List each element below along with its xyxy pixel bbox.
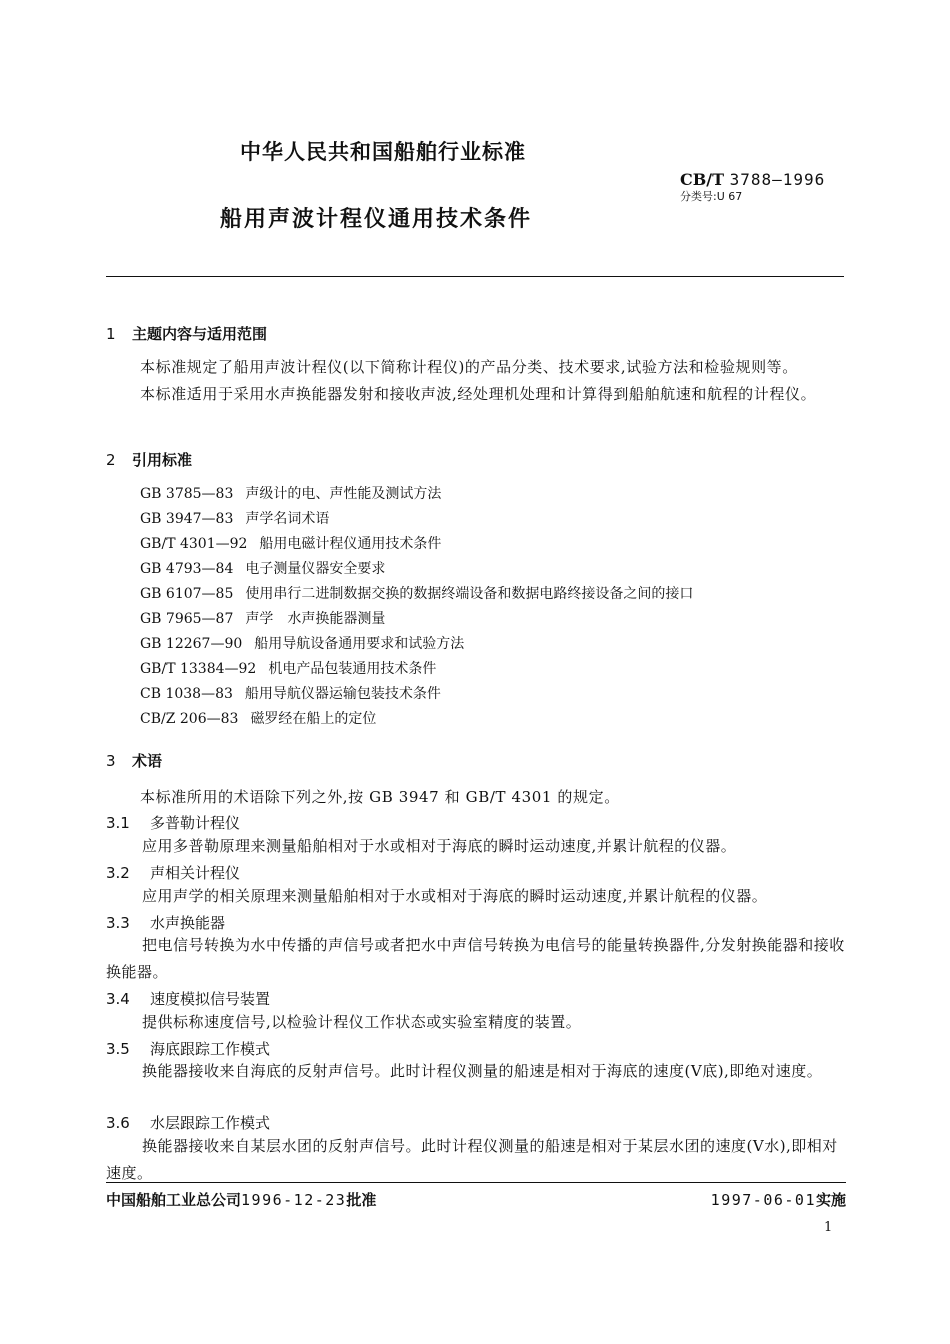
reference-code: CB 1038—83 [140,686,233,702]
section-number: 2 [106,451,116,469]
reference-standards-list [140,482,693,732]
reference-code: GB 3947—83 [140,511,234,527]
term-3-1-definition: 应用多普勒原理来测量船舶相对于水或相对于海底的瞬时运动速度,并累计航程的仪器。 [142,837,737,855]
term-3-2-heading [106,862,240,883]
reference-name: 磁罗经在船上的定位 [250,711,377,727]
standard-prefix: CB/T [680,170,725,189]
reference-name: 使用串行二进制数据交换的数据终端设备和数据电路终接设备之间的接口 [245,586,694,602]
reference-item [140,532,693,557]
term-3-3-definition: 把电信号转换为水中传播的声信号或者把水中声信号转换为电信号的能量转换器件,分发射换能器和接收换能器。 [106,936,845,981]
section-1-heading [106,323,267,344]
reference-name: 船用导航设备通用要求和试验方法 [254,636,465,652]
reference-item [140,582,693,607]
reference-item [140,707,693,732]
reference-code: CB/Z 206—83 [140,711,239,727]
effective-info [711,1189,846,1210]
reference-item [140,507,693,532]
industry-standard-title: 中华人民共和国船舶行业标准 [240,140,526,164]
reference-code: GB 6107—85 [140,586,234,602]
reference-item [140,482,693,507]
header-divider [106,276,844,277]
section-3-intro: 本标准所用的术语除下列之外,按 GB 3947 和 GB/T 4301 的规定。 [140,788,620,806]
reference-item [140,682,693,707]
reference-name: 机电产品包装通用技术条件 [268,661,437,677]
reference-name: 船用电磁计程仪通用技术条件 [259,536,442,552]
issuer: 中国船舶工业总公司 [106,1191,242,1209]
reference-code: GB/T 4301—92 [140,536,248,552]
page-number: 1 [824,1220,833,1235]
term-title: 多普勒计程仪 [150,814,241,832]
term-3-6-definition: 换能器接收来自某层水团的反射声信号。此时计程仪测量的船速是相对于某层水团的速度(V水),即相对速度。 [106,1137,838,1182]
reference-name: 船用导航仪器运输包装技术条件 [244,686,441,702]
section-number: 1 [106,325,116,343]
term-number: 3.1 [106,814,130,832]
section-number: 3 [106,752,116,770]
term-3-2-definition: 应用声学的相关原理来测量船舶相对于水或相对于海底的瞬时运动速度,并累计航程的仪器。 [142,887,768,905]
reference-item [140,607,693,632]
reference-name: 电子测量仪器安全要求 [245,561,386,577]
effective-label: 实施 [815,1191,846,1209]
term-3-3-heading [106,912,225,933]
standard-number: 3788—1996 [729,170,826,189]
reference-code: GB/T 13384—92 [140,661,257,677]
section-title: 术语 [132,752,163,770]
reference-code: GB 7965—87 [140,611,234,627]
effective-date: 1997-06-01 [710,1191,816,1209]
section-title: 主题内容与适用范围 [132,325,268,343]
section-1-paragraph-1: 本标准规定了船用声波计程仪(以下简称计程仪)的产品分类、技术要求,试验方法和检验规则等。 [140,358,798,376]
reference-item [140,557,693,582]
term-3-4-heading [106,988,270,1009]
term-number: 3.4 [106,990,130,1008]
reference-name: 声学 水声换能器测量 [245,611,386,627]
section-3-heading [106,750,162,771]
section-2-heading [106,449,192,470]
term-3-4-definition: 提供标称速度信号,以检验计程仪工作状态或实验室精度的装置。 [142,1013,582,1031]
term-number: 3.2 [106,864,130,882]
term-title: 声相关计程仪 [150,864,241,882]
reference-item [140,632,693,657]
term-number: 3.6 [106,1114,130,1132]
approval-date: 1996-12-23 [241,1191,347,1209]
term-3-5-definition: 换能器接收来自海底的反射声信号。此时计程仪测量的船速是相对于海底的速度(V底),即绝对速度。 [142,1062,823,1080]
reference-code: GB 3785—83 [140,486,234,502]
reference-code: GB 4793—84 [140,561,234,577]
term-3-5-heading [106,1038,270,1059]
footer-divider [106,1182,846,1183]
term-title: 水层跟踪工作模式 [150,1114,271,1132]
approval-info [106,1189,376,1210]
approval-label: 批准 [346,1191,377,1209]
standard-code [680,170,825,189]
term-title: 速度模拟信号装置 [150,990,271,1008]
term-number: 3.5 [106,1040,130,1058]
term-3-6-heading [106,1112,270,1133]
term-title: 海底跟踪工作模式 [150,1040,271,1058]
classification-number: 分类号:U 67 [680,190,743,203]
term-title: 水声换能器 [150,914,226,932]
term-3-1-heading [106,812,240,833]
reference-code: GB 12267—90 [140,636,243,652]
reference-name: 声学名词术语 [245,511,330,527]
section-title: 引用标准 [132,451,193,469]
reference-item [140,657,693,682]
reference-name: 声级计的电、声性能及测试方法 [245,486,442,502]
document-title: 船用声波计程仪通用技术条件 [220,207,533,232]
term-number: 3.3 [106,914,130,932]
section-1-paragraph-2: 本标准适用于采用水声换能器发射和接收声波,经处理机处理和计算得到船舶航速和航程的计程仪。 [140,385,817,403]
